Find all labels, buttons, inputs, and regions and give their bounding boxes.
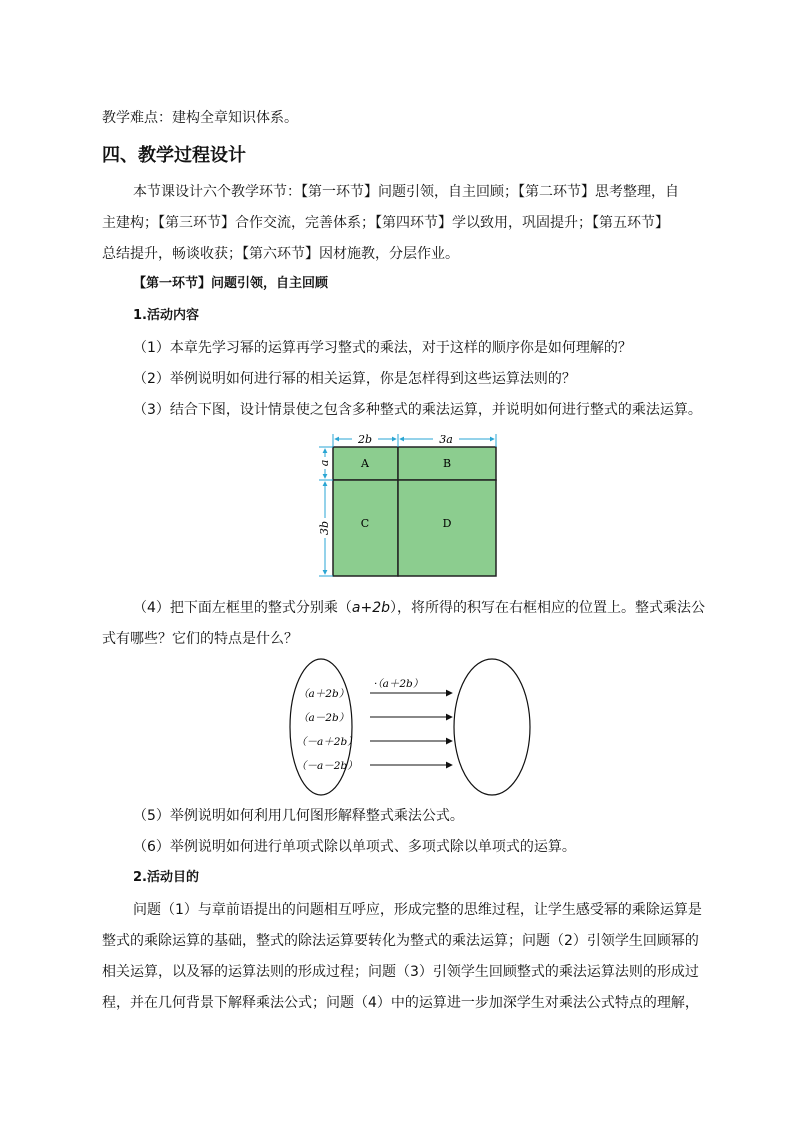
intro-line-2: 主建构；【第三环节】合作交流，完善体系；【第四环节】学以致用，巩固提升；【第五环节】 [102,215,669,231]
cell-label-c: C [360,517,370,530]
question-3: （3）结合下图，设计情景使之包含多种整式的乘法运算，并说明如何进行整式的乘法运算。 [133,402,702,418]
question-5: （5）举例说明如何利用几何图形解释整式乘法公式。 [133,808,464,824]
purpose-line-3: 相关运算，以及幂的运算法则的形成过程；问题（3）引领学生回顾整式的乘法运算法则的形成过 [102,964,699,980]
rectangle-area-figure [315,430,505,582]
intro-line-3: 总结提升，畅谈收获；【第六环节】因材施教，分层作业。 [102,246,459,262]
activity-purpose-title: 2.活动目的 [133,870,199,885]
map-operation-label: ·（a＋2b） [374,678,424,690]
rect-cells [333,447,496,576]
purpose-line-4: 程，并在几何背景下解释乘法公式；问题（4）中的运算进一步加深学生对乘法公式特点的理解， [102,995,699,1011]
map-item-2: （a－2b） [298,712,350,724]
top-label-2b: 2b [357,433,373,446]
purpose-line-2: 整式的乘除运算的基础，整式的除法运算要转化为整式的乘法运算；问题（2）引领学生回顾幂的 [102,933,699,949]
map-item-1: （a＋2b） [298,688,350,700]
side-label-3b: 3b [318,520,331,536]
question-4-line-1: （4）把下面左框里的整式分别乘（a+2b），将所得的积写在右框相应的位置上。整式乘法公 [133,600,706,616]
cell-label-a: A [361,457,369,470]
section-title: 四、教学过程设计 [102,145,246,166]
mapping-figure [288,656,538,798]
purpose-line-1: 问题（1）与章前语提出的问题相互呼应，形成完整的思维过程，让学生感受幂的乘除运算是 [133,902,702,918]
question-1: （1）本章先学习幂的运算再学习整式的乘法，对于这样的顺序你是如何理解的？ [133,340,632,356]
activity-content-title: 1.活动内容 [133,308,199,323]
left-ellipse [290,659,352,795]
map-item-4: （－a－2b） [296,760,358,772]
question-6: （6）举例说明如何进行单项式除以单项式、多项式除以单项式的运算。 [133,839,576,855]
cell-label-d: D [442,517,452,530]
intro-line-1: 本节课设计六个教学环节：【第一环节】问题引领，自主回顾；【第二环节】思考整理，自 [133,184,679,200]
right-ellipse [454,659,530,795]
question-4-line-2: 式有哪些？它们的特点是什么？ [102,631,298,647]
cell-label-b: B [442,457,452,470]
top-label-3a: 3a [439,433,453,446]
link1-title: 【第一环节】问题引领，自主回顾 [133,276,329,291]
question-2: （2）举例说明如何进行幂的相关运算，你是怎样得到这些运算法则的？ [133,371,576,387]
side-label-a: a [318,459,331,467]
teaching-difficulty: 教学难点：建构全章知识体系。 [102,110,298,126]
map-item-3: （－a＋2b） [296,736,358,748]
